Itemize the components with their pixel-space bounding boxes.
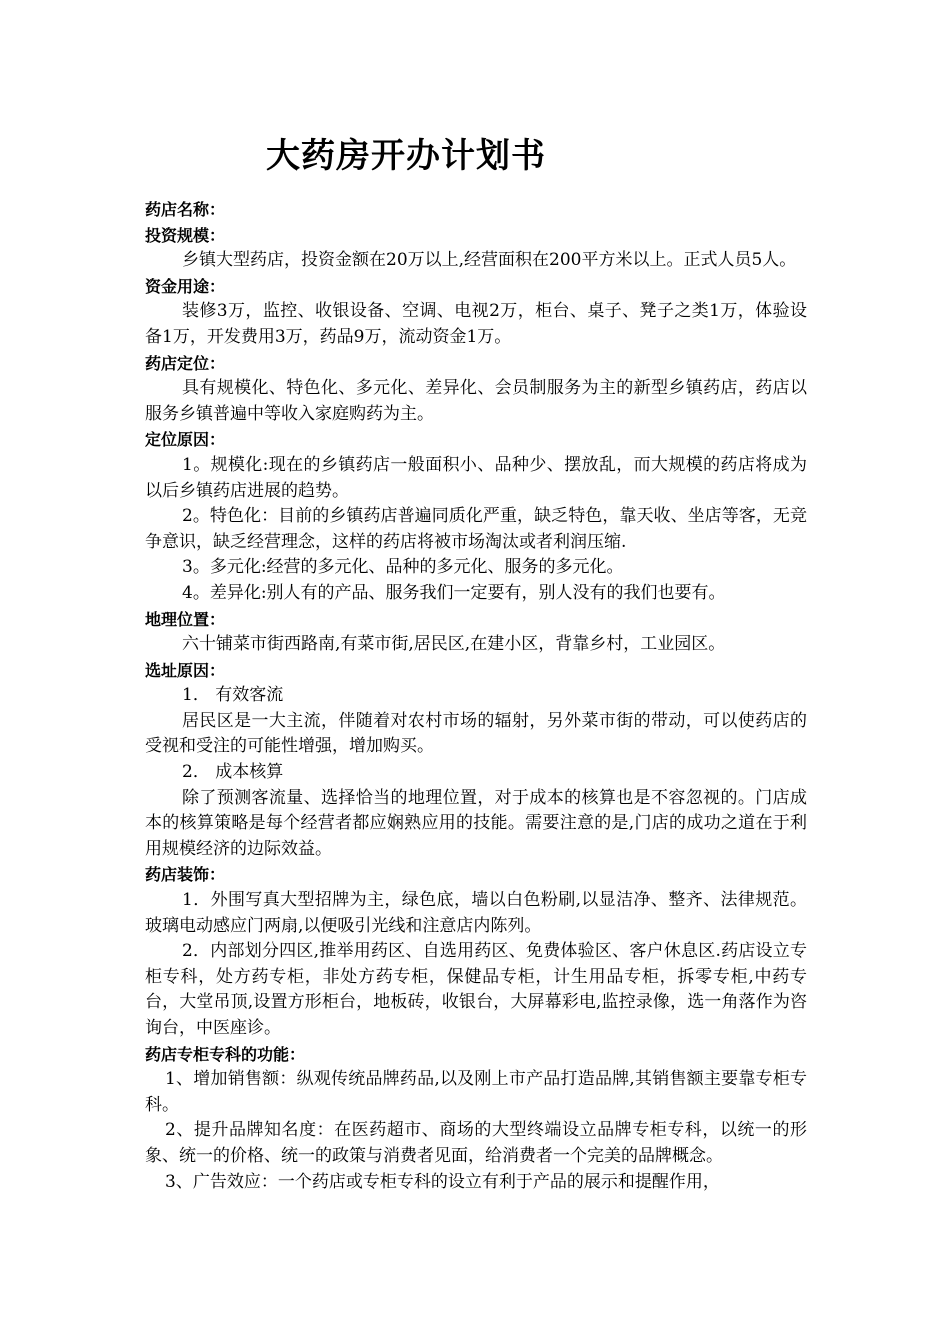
paragraph: 1．外围写真大型招牌为主，绿色底，墙以白色粉刷,以显洁净、整齐、法律规范。玻璃电动感应门两扇,以便吸引光线和注意店内陈列。: [145, 890, 807, 936]
section-site-reasons: [145, 658, 807, 863]
section-location: [145, 607, 807, 658]
section-heading: 药店专柜专科的功能：: [145, 1044, 306, 1064]
paragraph: 1、增加销售额：纵观传统品牌药品,以及刚上市产品打造品牌,其销售额主要靠专柜专科。: [145, 1069, 807, 1115]
section-heading: 选址原因：: [145, 660, 226, 680]
paragraph: 3、广告效应：一个药店或专柜专科的设立有利于产品的展示和提醒作用，: [165, 1171, 720, 1192]
section-positioning-reasons: [145, 427, 807, 606]
paragraph: 六十铺菜市街西路南,有菜市街,居民区,在建小区，背靠乡村，工业园区。: [182, 634, 726, 655]
section-positioning: [145, 351, 807, 428]
paragraph: 具有规模化、特色化、多元化、差异化、会员制服务为主的新型乡镇药店，药店以服务乡镇普遍中等收入家庭购药为主。: [145, 378, 807, 424]
paragraph: 除了预测客流量、选择恰当的地理位置，对于成本的核算也是不容忽视的。门店成本的核算策略是每个经营者都应娴熟应用的技能。需要注意的是,门店的成功之道在于利用规模经济的边际效益。: [145, 787, 807, 859]
paragraph: 装修3万，监控、收银设备、空调、电视2万，柜台、桌子、凳子之类1万，体验设备1万，开发费用3万，药品9万，流动资金1万。: [145, 301, 807, 347]
paragraph: 乡镇大型药店，投资金额在20万以上,经营面积在200平方米以上。正式人员5人。: [182, 250, 797, 271]
section-heading: 药店名称：: [145, 200, 226, 219]
section-decoration: [145, 862, 807, 1041]
section-counter-functions: [145, 1042, 807, 1196]
section-heading: 投资规模：: [145, 225, 226, 245]
paragraph: 居民区是一大主流，伴随着对农村市场的辐射，另外菜市街的带动，可以使药店的受视和受注的可能性增强，增加购买。: [145, 710, 807, 757]
document-title: 大药房开办计划书: [266, 136, 546, 176]
section-investment-scale: [145, 223, 807, 274]
paragraph: 1。规模化:现在的乡镇药店一般面积小、品种少、摆放乱，而大规模的药店将成为以后乡镇药店进展的趋势。: [145, 454, 807, 501]
paragraph: 4。差异化:别人有的产品、服务我们一定要有，别人没有的我们也要有。: [182, 582, 726, 603]
section-heading: 资金用途：: [145, 276, 226, 296]
paragraph: 2、提升品牌知名度：在医药超市、商场的大型终端设立品牌专柜专科，以统一的形象、统一的价格、统一的政策与消费者见面，给消费者一个完美的品牌概念。: [145, 1120, 807, 1166]
section-store-name: [145, 197, 807, 223]
section-heading: 地理位置：: [145, 609, 226, 629]
document-body: [145, 197, 807, 1195]
section-heading: 定位原因：: [145, 430, 226, 450]
paragraph: 3。多元化:经营的多元化、品种的多元化、服务的多元化。: [182, 557, 624, 578]
paragraph: 2。特色化：目前的乡镇药店普遍同质化严重，缺乏特色，靠天收、坐店等客，无竞争意识，缺乏经营理念，这样的药店将被市场淘汰或者利润压缩.: [145, 506, 807, 552]
paragraph: 1． 有效客流: [182, 685, 284, 706]
paragraph: 2．内部划分四区,推举用药区、自选用药区、免费体验区、客户休息区.药店设立专柜专科，处方药专柜，非处方药专柜，保健品专柜，计生用品专柜，拆零专柜,中药专台，大堂吊顶,设置方形柜台，地板砖，收银台，大屏幕彩电,监控录像，选一角落作为咨询台，中医座诊。: [145, 941, 807, 1038]
section-heading: 药店定位：: [145, 353, 226, 373]
section-fund-usage: [145, 274, 807, 351]
paragraph: 2． 成本核算: [182, 762, 284, 783]
section-heading: 药店装饰：: [145, 865, 226, 885]
